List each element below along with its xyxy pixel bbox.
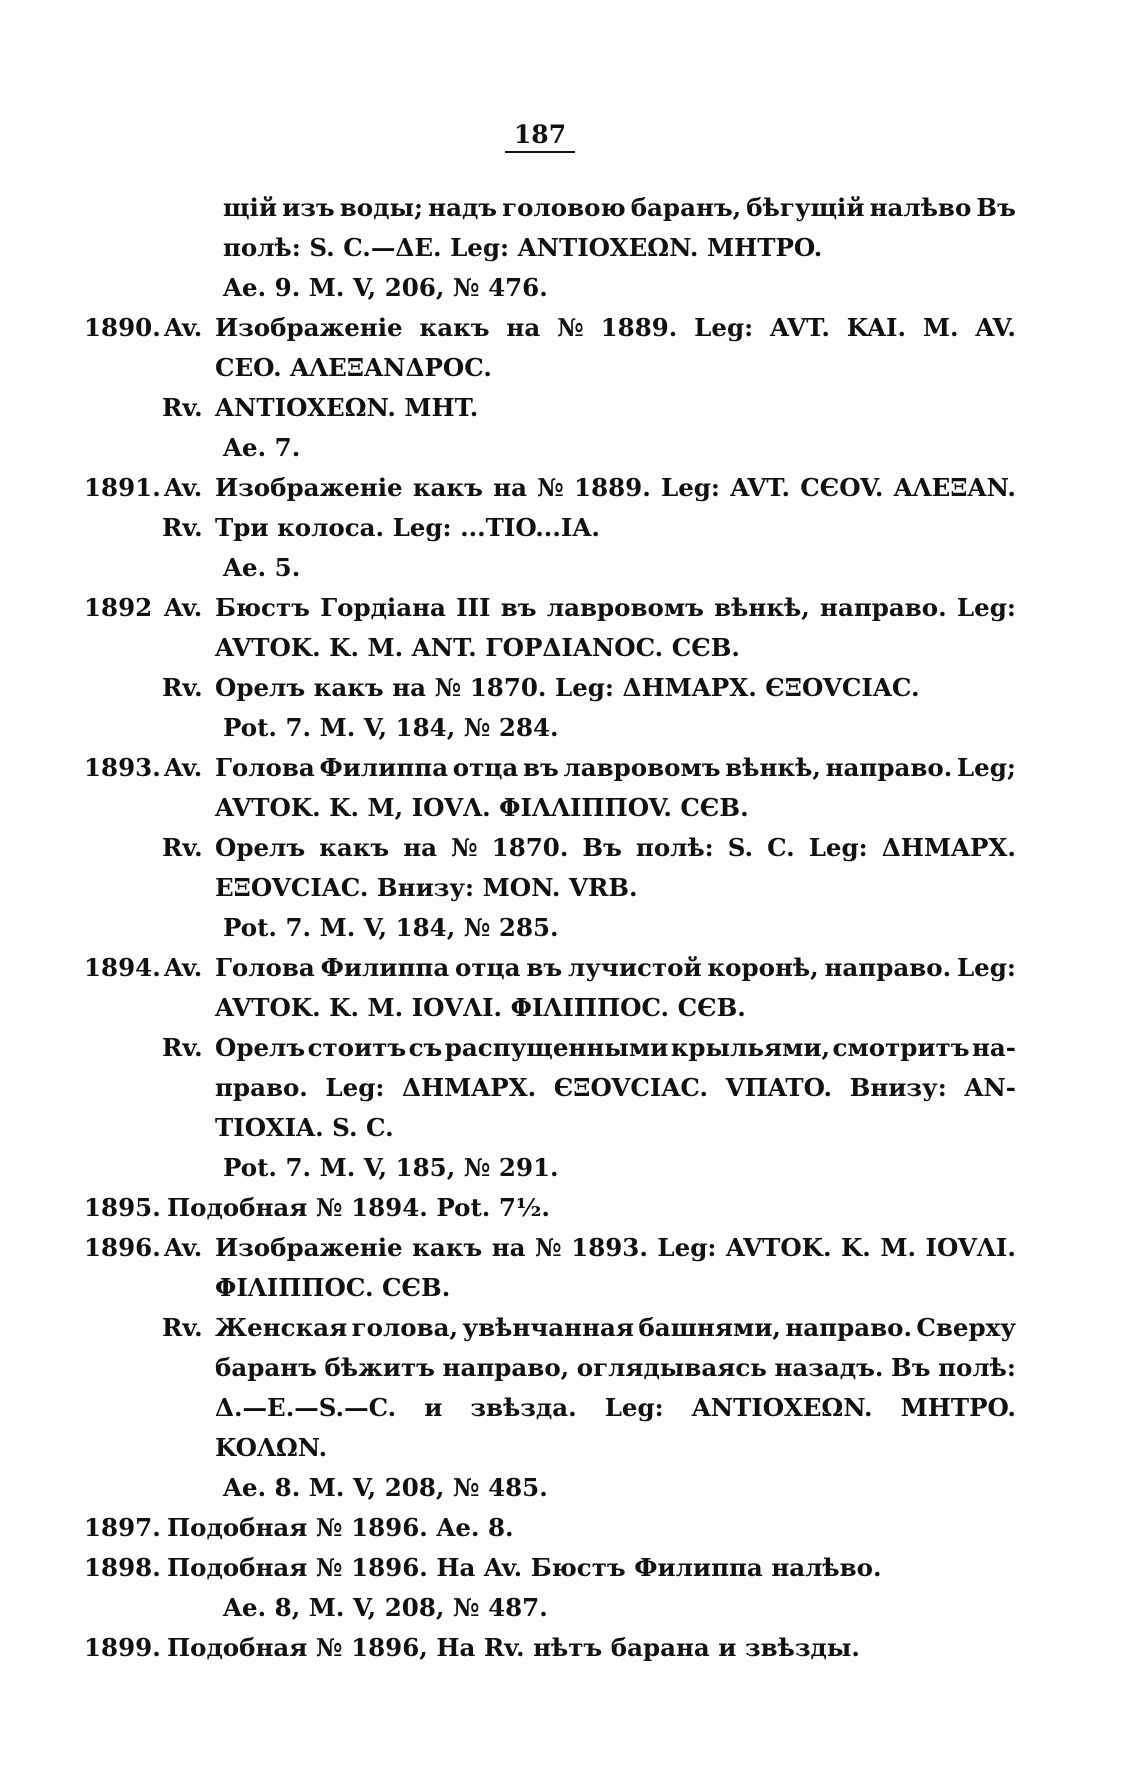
catalog-line <box>0 1268 1140 1308</box>
catalog-line <box>0 668 1140 708</box>
catalog-line <box>0 1148 1140 1188</box>
catalog-line <box>0 388 1140 428</box>
line-text: Δ.—E.—S.—C. и звѣзда. Leg: ANTIOXEΩN. MHTPO. <box>215 1393 1016 1422</box>
catalog-line <box>0 1228 1140 1268</box>
catalog-line <box>0 708 1140 748</box>
line-text: Ae. 7. <box>223 433 301 462</box>
catalog-line <box>0 1428 1140 1468</box>
entry-number: 1892 <box>84 593 153 622</box>
line-text: EΞOVCIAC. Внизу: MON. VRB. <box>215 873 638 902</box>
line-text: Изображеніе какъ на № 1893. Leg: AVTOK. K. M. IOVΛI. <box>215 1233 1016 1262</box>
catalog-line <box>0 348 1140 388</box>
catalog-line <box>0 1548 1140 1588</box>
catalog-line <box>0 748 1140 788</box>
reverse-label: Rv. <box>162 833 203 862</box>
catalog-line <box>0 1028 1140 1068</box>
catalog-line <box>0 468 1140 508</box>
catalog-line <box>0 1348 1140 1388</box>
catalog-line <box>0 268 1140 308</box>
line-text: Женская голова, увѣнчанная башнями, направо. Сверху <box>215 1313 1016 1342</box>
catalog-text <box>0 188 1140 1668</box>
reverse-label: Rv. <box>162 673 203 702</box>
line-text: TIOXIA. S. C. <box>215 1113 394 1142</box>
line-text: Ae. 8. M. V, 208, № 485. <box>223 1473 548 1502</box>
entry-number: 1897. <box>84 1513 161 1542</box>
catalog-line <box>0 1068 1140 1108</box>
line-text: AVTOK. K. M. IOVΛI. ΦIΛIΠΠOC. CЄB. <box>215 993 746 1022</box>
catalog-line <box>0 988 1140 1028</box>
line-text: Ae. 8, M. V, 208, № 487. <box>223 1593 548 1622</box>
catalog-line <box>0 788 1140 828</box>
line-text: CEO. AΛEΞANΔPOC. <box>215 353 492 382</box>
line-text: Орелъ стоитъ съ распущенными крыльями, смотритъ на- <box>215 1033 1016 1062</box>
line-text: KOΛΩN. <box>215 1433 328 1462</box>
line-text: право. Leg: ΔHMAPX. ЄΞOVCIAC. VΠATO. Внизу: AN- <box>215 1073 1016 1102</box>
line-text: ANTIOXEΩN. MHT. <box>215 393 479 422</box>
line-text: Ae. 5. <box>223 553 301 582</box>
line-text: Три колоса. Leg: ...TIO...IA. <box>215 513 600 542</box>
obverse-label: Av. <box>164 753 203 782</box>
entry-number: 1896. <box>84 1233 161 1262</box>
catalog-line <box>0 1628 1140 1668</box>
entry-number: 1891. <box>84 473 161 502</box>
page-number: 187 <box>505 120 575 153</box>
catalog-line <box>0 1508 1140 1548</box>
catalog-line <box>0 428 1140 468</box>
line-text: Подобная № 1896. Ae. 8. <box>167 1513 514 1542</box>
line-text: баранъ бѣжитъ направо, оглядываясь назадъ. Въ полѣ: <box>215 1353 1016 1382</box>
catalog-line <box>0 1468 1140 1508</box>
reverse-label: Rv. <box>162 393 203 422</box>
line-text: Подобная № 1896. На Av. Бюстъ Филиппа налѣво. <box>167 1553 882 1582</box>
catalog-line <box>0 1188 1140 1228</box>
line-text: щій изъ воды; надъ головою баранъ, бѣгущій налѣво Въ <box>223 193 1016 222</box>
line-text: Подобная № 1896, На Rv. нѣтъ барана и звѣзды. <box>167 1633 860 1662</box>
catalog-line <box>0 548 1140 588</box>
line-text: Орелъ какъ на № 1870. Leg: ΔHMAPX. ЄΞOVCIAC. <box>215 673 920 702</box>
entry-number: 1895. <box>84 1193 161 1222</box>
line-text: полѣ: S. C.—ΔE. Leg: ANTIOXEΩN. MHTPO. <box>223 233 823 262</box>
entry-number: 1893. <box>84 753 161 782</box>
catalog-line <box>0 1308 1140 1348</box>
line-text: Бюстъ Гордіана III въ лавровомъ вѣнкѣ, направо. Leg: <box>215 593 1016 622</box>
line-text: Ae. 9. M. V, 206, № 476. <box>223 273 548 302</box>
entry-number: 1899. <box>84 1633 161 1662</box>
line-text: Голова Филиппа отца въ лучистой коронѣ, направо. Leg: <box>215 953 1016 982</box>
obverse-label: Av. <box>164 313 203 342</box>
entry-number: 1894. <box>84 953 161 982</box>
catalog-line <box>0 308 1140 348</box>
entry-number: 1898. <box>84 1553 161 1582</box>
catalog-line <box>0 868 1140 908</box>
line-text: Pot. 7. M. V, 185, № 291. <box>223 1153 559 1182</box>
line-text: Орелъ какъ на № 1870. Въ полѣ: S. C. Leg: ΔHMAPX. <box>215 833 1016 862</box>
catalog-line <box>0 948 1140 988</box>
catalog-line <box>0 508 1140 548</box>
catalog-line <box>0 1588 1140 1628</box>
line-text: Изображеніе какъ на № 1889. Leg: AVT. CЄOV. AΛEΞAN. <box>215 473 1016 502</box>
line-text: ΦIΛIΠΠOC. CЄB. <box>215 1273 451 1302</box>
line-text: Pot. 7. M. V, 184, № 284. <box>223 713 559 742</box>
catalog-line <box>0 1108 1140 1148</box>
catalog-line <box>0 628 1140 668</box>
line-text: Pot. 7. M. V, 184, № 285. <box>223 913 559 942</box>
catalog-line <box>0 1388 1140 1428</box>
line-text: AVTOK. K. M, IOVΛ. ΦIΛΛIΠΠOV. CЄB. <box>215 793 749 822</box>
catalog-line <box>0 188 1140 228</box>
reverse-label: Rv. <box>162 513 203 542</box>
catalog-line <box>0 828 1140 868</box>
line-text: Голова Филиппа отца въ лавровомъ вѣнкѣ, направо. Leg; <box>215 753 1016 782</box>
reverse-label: Rv. <box>162 1313 203 1342</box>
reverse-label: Rv. <box>162 1033 203 1062</box>
obverse-label: Av. <box>164 473 203 502</box>
obverse-label: Av. <box>164 953 203 982</box>
catalog-line <box>0 908 1140 948</box>
catalog-line <box>0 588 1140 628</box>
line-text: Подобная № 1894. Pot. 7½. <box>167 1193 550 1222</box>
entry-number: 1890. <box>84 313 161 342</box>
obverse-label: Av. <box>164 593 203 622</box>
catalog-line <box>0 228 1140 268</box>
line-text: AVTOK. K. M. ANT. ΓOPΔIANOC. CЄB. <box>215 633 740 662</box>
line-text: Изображеніе какъ на № 1889. Leg: AVT. KAI. M. AV. <box>215 313 1016 342</box>
obverse-label: Av. <box>164 1233 203 1262</box>
